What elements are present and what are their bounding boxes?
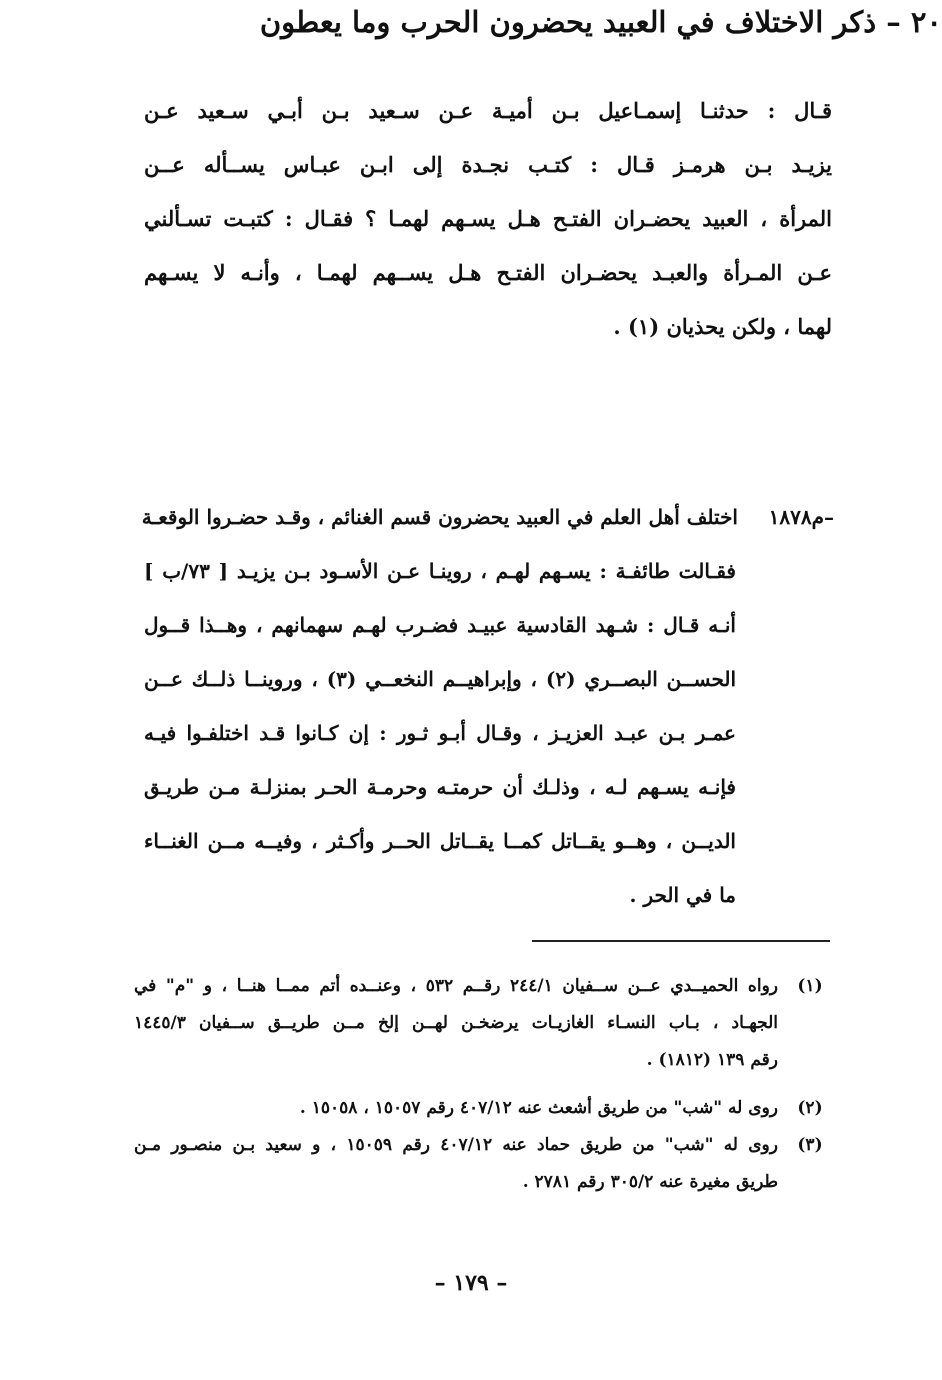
footnote-line: رواه الحميــدي عــن ســفيان ٢٤٤/١ رقــم ٥٣٢ ، وعنــده أتم ممــا هنــا ، و "م" في xyxy=(134,976,778,996)
page-number: – ١٧٩ – xyxy=(434,1270,508,1296)
intro-line: عـن المـرأة والعبـد يحضـران الفتـح هـل يســهم لهمـا ، وأنـه لا يسـهم xyxy=(144,260,832,285)
intro-line: قـال : حدثنـا إسمـاعيل بـن أميـة عـن سـعيد بـن أبـي سـعيد عـن xyxy=(144,98,832,123)
footnote-line: الجهـاد ، بـاب النسـاء الغازيـات يرضخـن لهــن إلخ مــن طريــق ســفيان ١٤٤٥/٣ xyxy=(134,1013,778,1033)
footnote-3 xyxy=(134,1127,830,1201)
paragraph-line: فقـالت طائفـة : يسـهم لهـم ، روينـا عـن الأسـود بـن يزيـد [ ٧٣/ب ] xyxy=(144,559,736,583)
footnote-2 xyxy=(134,1090,830,1127)
section-heading: ٢٠ – ذكر الاختلاف في العبيد يحضرون الحرب وما يعطون xyxy=(259,5,942,39)
intro-line: لهما ، ولكن يحذيان (١) . xyxy=(613,314,832,339)
footnote-marker: (٣) xyxy=(797,1135,823,1155)
footnote-line: روى له "شب" من طريق أشعث عنه ٤٠٧/١٢ رقم ١٥٠٥٧ ، ١٥٠٥٨ . xyxy=(299,1098,778,1118)
intro-line: المرأة ، العبيد يحضـران الفتـح هـل يسـهم لهمـا ؟ فقـال : كتبـت تسـألني xyxy=(144,206,832,231)
paragraph-line: عمـر بـن عبـد العزيـز ، وقـال أبـو ثـور : إن كـانوا قـد اختلفـوا فيـه xyxy=(144,721,736,745)
footnote-1 xyxy=(134,968,830,1079)
paragraph-number: م١٨٧٨– xyxy=(768,505,834,529)
footnote-line: روى له "شب" من طريق حماد عنه ٤٠٧/١٢ رقم ١٥٠٥٩ ، و سعيد بـن منصـور مـن xyxy=(134,1135,778,1155)
paragraph-line: أنـه قـال : شـهد القادسية عبيـد فضـرب لهـم سهمانهم ، وهــذا قــول xyxy=(144,613,736,637)
main-paragraph xyxy=(141,490,738,922)
intro-paragraph xyxy=(144,84,832,354)
footnote-body xyxy=(134,1090,778,1127)
footnote-body xyxy=(134,1127,778,1201)
footnote-line: طريق مغيرة عنه ٣٠٥/٢ رقم ٢٧٨١ . xyxy=(522,1172,778,1192)
footnote-marker: (١) xyxy=(797,976,823,996)
intro-line: يزيـد بـن هرمـز قـال : كتـب نجـدة إلى ابـن عبـاس يســأله عــن xyxy=(144,152,832,177)
paragraph-line: ما في الحر . xyxy=(629,883,736,907)
footnote-line: رقم ١٣٩ (١٨١٢) . xyxy=(646,1050,778,1070)
footnote-marker: (٢) xyxy=(797,1098,823,1118)
paragraph-line: اختلف أهل العلم في العبيد يحضرون قسم الغنائم ، وقـد حضـروا الوقعـة xyxy=(141,505,738,529)
paragraph-line: الديــن ، وهــو يقــاتل كمــا يقــاتل الحــر وأكـثر ، وفيــه مــن الغنــاء xyxy=(144,829,736,853)
footnote-separator xyxy=(532,940,830,942)
footnote-body xyxy=(134,968,778,1079)
paragraph-line: فإنـه يسـهم لـه ، وذلـك أن حرمتـه وحرمـة الحـر بمنزلـة مـن طريـق xyxy=(144,775,736,799)
paragraph-line: الحســن البصــري (٢) ، وإبراهيــم النخعــي (٣) ، وروينــا ذلــك عــن xyxy=(144,667,737,691)
